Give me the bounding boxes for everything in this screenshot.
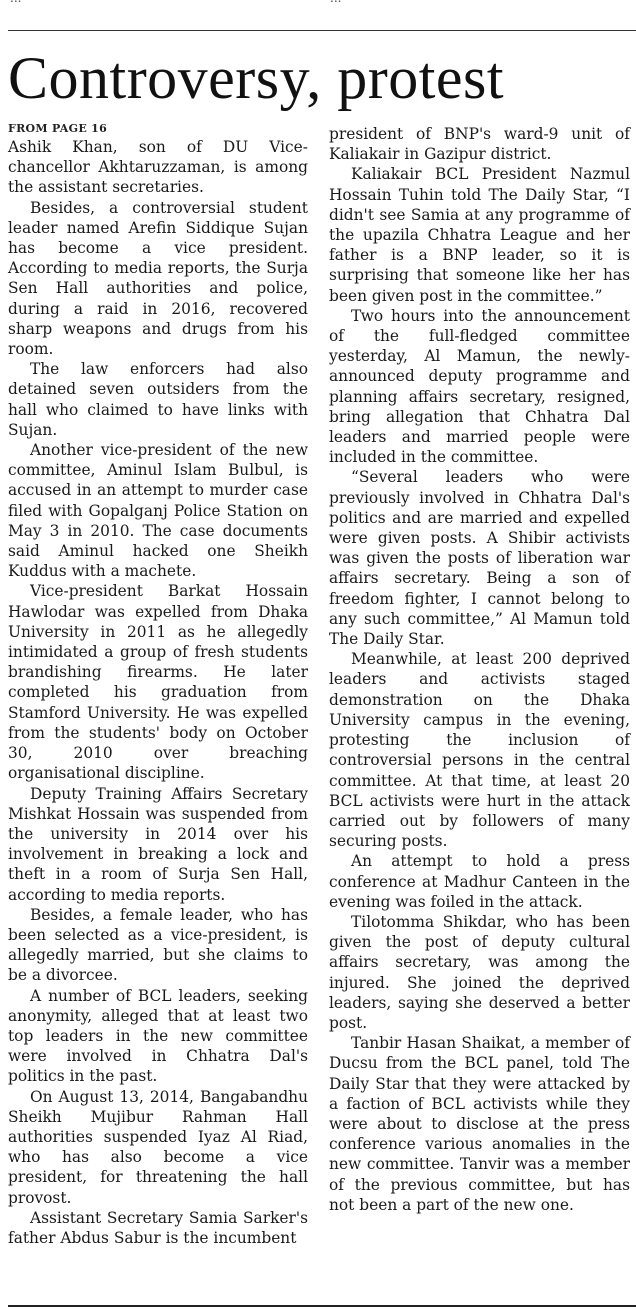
paragraph: Vice-president Barkat Hossain Hawlodar was expelled from Dhaka University in 2011 as he allegedly intimidated a group of fresh students brandishing firearms. He later completed his graduation from Stamford University. He was expelled from the students' body on October 30, 2010 over breaching organisational discipline.: [8, 582, 308, 783]
paragraph: An attempt to hold a press conference at Madhur Canteen in the evening was foiled in the attack.: [329, 852, 630, 911]
cut-off-header-strip: [0, 0, 636, 6]
bottom-divider: [8, 1305, 636, 1307]
paragraph: Tanbir Hasan Shaikat, a member of Ducsu from the BCL panel, told The Daily Star that they were attacked by a faction of BCL activists while they were about to disclose at the press conference various anomalies in the new committee. Tanvir was a member of the previous committee, but has not been a part of the new one.: [329, 1034, 630, 1214]
article-column-left: [8, 122, 308, 1248]
paragraph: Kaliakair BCL President Nazmul Hossain Tuhin told The Daily Star, “I didn't see Samia at any programme of the upazila Chhatra League and her father is a BNP leader, so it is surprising that someone like her has been given post in the committee.”: [329, 165, 630, 305]
cut-off-header-text-right: [330, 0, 341, 5]
article-column-right: [329, 124, 630, 1215]
top-divider: [8, 30, 636, 31]
paragraph: Tilotomma Shikdar, who has been given the post of deputy cultural affairs secretary, was among the injured. She joined the deprived leaders, saying she deserved a better post.: [329, 912, 630, 1032]
paragraph: On August 13, 2014, Bangabandhu Sheikh Mujibur Rahman Hall authorities suspended Iyaz Al Riad, who has also become a vice president, for threatening the hall provost.: [8, 1087, 308, 1207]
paragraph: Meanwhile, at least 200 deprived leaders and activists staged demonstration on the Dhaka University campus in the evening, protesting the inclusion of controversial persons in the central committee. At that time, at least 20 BCL activists were hurt in the attack carried out by followers of many securing posts.: [329, 650, 630, 851]
cut-off-header-text-left: [10, 0, 21, 5]
jump-line: FROM PAGE 16: [8, 122, 108, 135]
paragraph: Assistant Secretary Samia Sarker's father Abdus Sabur is the incumbent: [8, 1208, 308, 1247]
paragraph: “Several leaders who were previously involved in Chhatra Dal's politics and are married and expelled were given posts. A Shibir activists was given the posts of liberation war affairs secretary. Being a son of freedom fighter, I cannot belong to any such committee,” Al Mamun told The Daily Star.: [329, 468, 630, 649]
paragraph: Two hours into the announcement of the full-fledged committee yesterday, Al Mamun, the newly-announced deputy programme and planning affairs secretary, resigned, bring allegation that Chhatra Dal leaders and married people were included in the committee.: [329, 306, 630, 467]
paragraph: A number of BCL leaders, seeking anonymity, alleged that at least two top leaders in the new committee were involved in Chhatra Dal's politics in the past.: [8, 986, 308, 1086]
paragraph: president of BNP's ward-9 unit of Kaliakair in Gazipur district.: [329, 125, 630, 164]
paragraph: Besides, a controversial student leader named Arefin Siddique Sujan has become a vice president. According to media reports, the Surja Sen Hall authorities and police, during a raid in 2016, recovered sharp weapons and drugs from his room.: [8, 198, 308, 359]
article-headline: Controversy, protest: [8, 45, 505, 111]
paragraph: The law enforcers had also detained seven outsiders from the hall who claimed to have links with Sujan.: [8, 360, 308, 439]
paragraph: Another vice-president of the new committee, Aminul Islam Bulbul, is accused in an attempt to murder case filed with Gopalganj Police Station on May 3 in 2010. The case documents said Aminul hacked one Sheikh Kuddus with a machete.: [8, 441, 308, 581]
paragraph: Deputy Training Affairs Secretary Mishkat Hossain was suspended from the university in 2014 over his involvement in breaking a lock and theft in a room of Surja Sen Hall, according to media reports.: [8, 784, 308, 904]
paragraph: Ashik Khan, son of DU Vice-chancellor Akhtaruzzaman, is among the assistant secretaries.: [8, 138, 308, 197]
paragraph: Besides, a female leader, who has been selected as a vice-president, is allegedly married, but she claims to be a divorcee.: [8, 905, 308, 985]
